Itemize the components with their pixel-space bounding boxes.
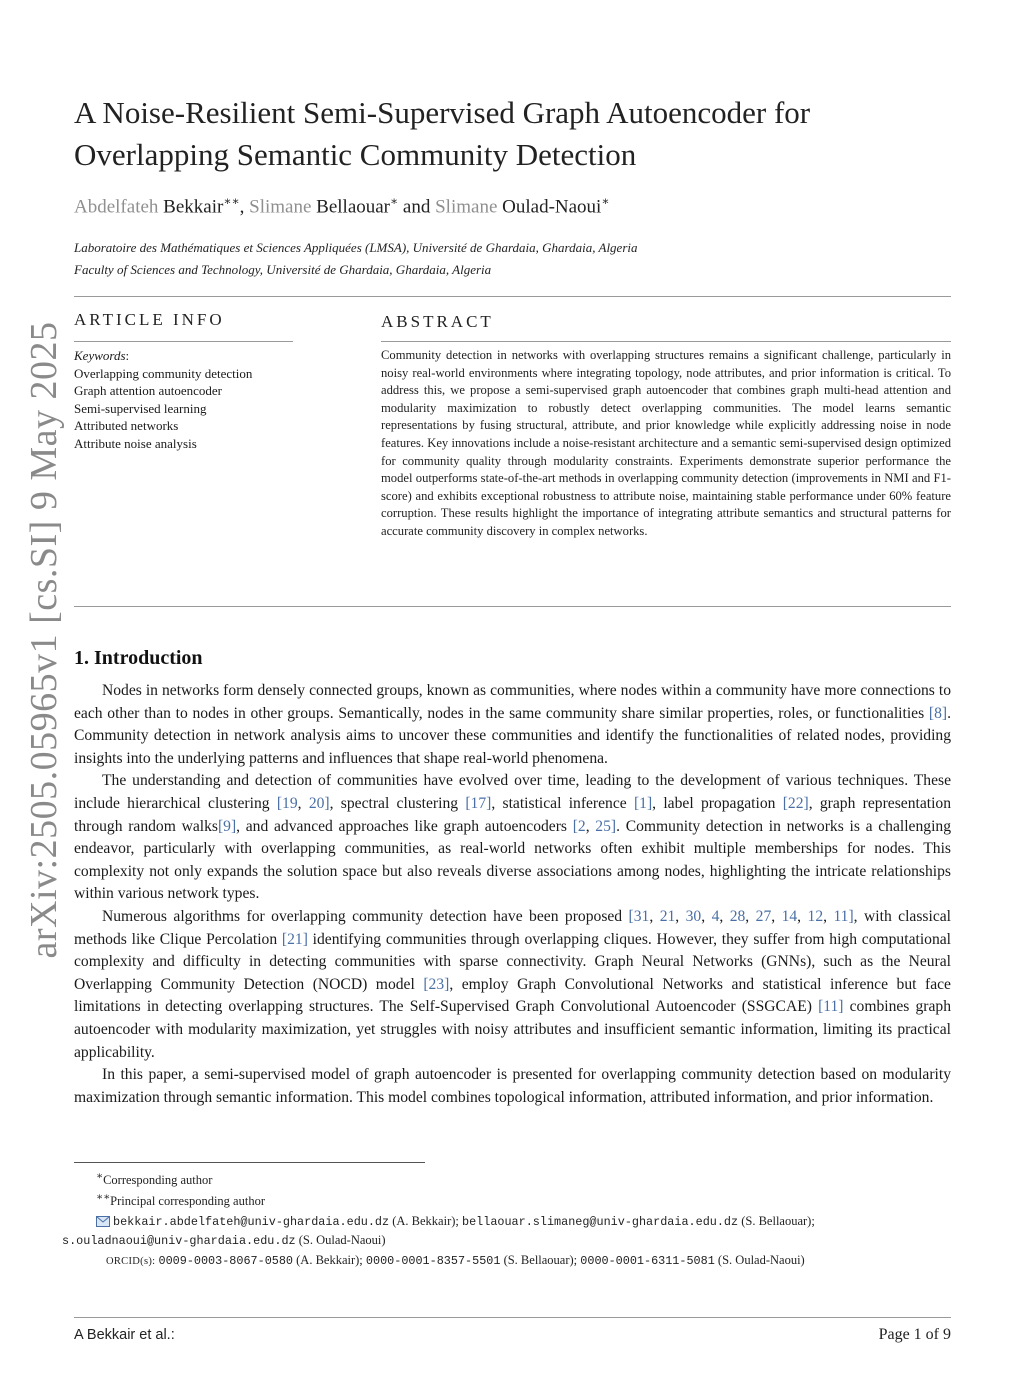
citation-link[interactable]: 11] (833, 907, 854, 925)
author-separator: , (239, 196, 250, 218)
author-given-name: Slimane (435, 196, 503, 218)
keyword-item: Attribute noise analysis (74, 435, 197, 451)
citation-link[interactable]: 30 (685, 907, 702, 925)
footnote-rule (74, 1162, 425, 1163)
footnote-orcids: ORCID(s): 0009-0003-8067-0580 (A. Bekkair); 0000-0001-8357-5501 (S. Bellaouar); 0000-0001-6311-5081 (S. Oulad-Naoui) (106, 1253, 805, 1269)
citation-link[interactable]: [31 (628, 907, 650, 925)
author-given-name: Slimane (249, 196, 317, 218)
citation-link[interactable]: 12 (807, 907, 824, 925)
footnote-principal: ∗∗Principal corresponding author (96, 1192, 265, 1209)
citation-link[interactable]: [1] (633, 794, 653, 812)
footnote-email-3: s.ouladnaoui@univ-ghardaia.edu.dz (S. Oulad-Naoui) (62, 1233, 386, 1249)
citation-link[interactable]: 4 (711, 907, 720, 925)
abstract-rule (381, 341, 951, 342)
keywords-label: Keywords (74, 348, 126, 363)
citation-link[interactable]: 28 (729, 907, 746, 925)
orcid-bekkair[interactable]: 0009-0003-8067-0580 (158, 1254, 294, 1269)
author-family-name: Bekkair (163, 196, 224, 218)
intro-paragraph: In this paper, a semi-supervised model of graph autoencoder is presented for overlapping community detection based on modularity maximization through semantic information. This model combines topological information, attributed information, and prior information. (74, 1066, 951, 1106)
citation-link[interactable]: 27 (755, 907, 772, 925)
author-separator: and (398, 196, 436, 218)
envelope-icon (96, 1215, 110, 1232)
author-mark: ∗ (601, 194, 610, 208)
footnotes (62, 1168, 951, 1270)
citation-link[interactable]: [9] (217, 817, 237, 835)
intro-paragraph: Numerous algorithms for overlapping community detection have been proposed [31, 21, 30, 4, 28, 27, 14, 12, 11], with classical methods like Clique Percolation [21] identifying communities through overlapping cliques. However, they suffer from high computational complexity and difficulty in detecting communities with sparse connectivity. Graph Neural Networks (GNNs), such as the Neural Overlapping Community Detection (NOCD) model [23], employ Graph Convolutional Networks and statistical inference but face limitations in detecting overlapping structures. The Self-Supervised Graph Convolutional Autoencoder (SSGCAE) [11] combines graph autoencoder with modularity maximization, yet struggles with noisy attributes and insufficient semantic information, limiting its practical applicability. (74, 907, 952, 1061)
intro-paragraph: The understanding and detection of communities have evolved over time, leading to the development of various techniques. These include hierarchical clustering [19, 20], spectral clustering [17], statistical inference [1], label propagation [22], graph representation through random walks[9], and advanced approaches like graph autoencoders [2, 25]. Community detection in networks is a challenging endeavor, particularly with overlapping communities, as real-world networks often exhibit multiple memberships for nodes. This complexity not only expands the solution space but also reveals diverse associations among nodes, highlighting the intricate relationships within various network types. (74, 772, 951, 903)
affiliation-1: Laboratoire des Mathématiques et Sciences Appliquées (LMSA), Université de Ghardaia, Ghardaia, Algeria (74, 240, 638, 255)
article-info-heading: ARTICLE INFO (74, 310, 225, 329)
keyword-item: Semi-supervised learning (74, 400, 207, 416)
paper-title (74, 92, 954, 176)
author-list (74, 194, 954, 218)
author-mark: ∗ (390, 194, 399, 208)
citation-link[interactable]: [17] (465, 794, 492, 812)
citation-link[interactable]: [8] (928, 704, 948, 722)
citation-link[interactable]: 14 (781, 907, 798, 925)
affiliation-2: Faculty of Sciences and Technology, Université de Ghardaia, Ghardaia, Algeria (74, 262, 492, 277)
abstract-heading: ABSTRACT (381, 312, 494, 331)
keyword-item: Attributed networks (74, 418, 179, 434)
orcid-bellaouar[interactable]: 0000-0001-8357-5501 (365, 1254, 501, 1269)
author-family-name: Bellaouar (316, 196, 391, 218)
keywords-block (74, 347, 304, 453)
introduction-body (74, 680, 951, 1109)
citation-link[interactable]: 20] (308, 794, 330, 812)
email-bekkair[interactable]: bekkair.abdelfateh@univ-ghardaia.edu.dz (113, 1215, 390, 1230)
orcid-ouladnaoui[interactable]: 0000-0001-6311-5081 (580, 1254, 715, 1269)
page-number: Page 1 of 9 (878, 1326, 951, 1343)
author-mark: ∗∗ (223, 194, 240, 208)
keyword-item: Graph attention autoencoder (74, 383, 222, 399)
footnote-corresponding: ∗Corresponding author (96, 1171, 213, 1188)
citation-link[interactable]: [21] (281, 930, 308, 948)
arxiv-stamp: arXiv:2505.05965v1 [cs.SI] 9 May 2025 (23, 321, 65, 959)
orcid-label: ORCID(s): (106, 1256, 156, 1268)
running-head: A Bekkair et al.: (74, 1327, 175, 1343)
citation-link[interactable]: [19 (276, 794, 298, 812)
footnote-emails: bekkair.abdelfateh@univ-ghardaia.edu.dz (A. Bekkair); bellaouar.slimaneg@univ-ghardaia.edu.dz (S. Bellaouar); (74, 1213, 951, 1232)
introduction-heading: 1. Introduction (74, 647, 203, 669)
article-info-rule (74, 341, 293, 342)
citation-link[interactable]: [22] (782, 794, 809, 812)
author-given-name: Abdelfateh (74, 196, 164, 218)
keywords-label-line: Keywords: (74, 348, 130, 363)
title-line-2: Overlapping Semantic Community Detection (74, 137, 637, 172)
citation-link[interactable]: [2 (572, 817, 586, 835)
abstract-text: Community detection in networks with overlapping structures remains a significant challenge, particularly in noisy real-world environments where integrating topology, node attributes, and prior information is critical. To address this, we propose a semi-supervised graph autoencoder that combines graph multi-head attention and modularity maximization to robustly detect overlapping communities. The model learns semantic representations by fusing structural, attribute, and prior knowledge while explicitly addressing noise in node features. Key innovations include a noise-resistant architecture and a semantic semi-supervised design optimized for community quality through modularity constraints. Experiments demonstrate superior performance the model outperforms state-of-the-art methods in overlapping community detection (improvements in NMI and F1-score) and exhibits exceptional robustness to attribute noise, maintaining stable performance under 60% feature corruption. These results highlight the importance of integrating attribute semantics and structural patterns for accurate community discovery in complex networks. (381, 348, 951, 538)
keyword-item: Overlapping community detection (74, 365, 253, 381)
email-bellaouar[interactable]: bellaouar.slimaneg@univ-ghardaia.edu.dz (462, 1215, 739, 1230)
citation-link[interactable]: [23] (423, 975, 450, 993)
header-divider (74, 296, 951, 297)
abstract-end-divider (74, 606, 951, 607)
author-family-name: Oulad-Naoui (502, 196, 602, 218)
citation-link[interactable]: [11] (818, 998, 844, 1016)
intro-paragraph: Nodes in networks form densely connected groups, known as communities, where nodes within a community have more connections to each other than to nodes in other groups. Semantically, nodes in the same community share similar properties, roles, or functionalities [8]. Community detection in network analysis aims to uncover these communities and identify the functionalities of related nodes, providing insights into the underlying patterns and influences that shape real-world phenomena. (74, 682, 951, 767)
citation-link[interactable]: 21 (659, 907, 676, 925)
footer-rule (74, 1317, 951, 1318)
citation-link[interactable]: 25] (595, 817, 617, 835)
email-ouladnaoui[interactable]: s.ouladnaoui@univ-ghardaia.edu.dz (62, 1234, 296, 1249)
title-line-1: A Noise-Resilient Semi-Supervised Graph Autoencoder for (74, 95, 811, 130)
